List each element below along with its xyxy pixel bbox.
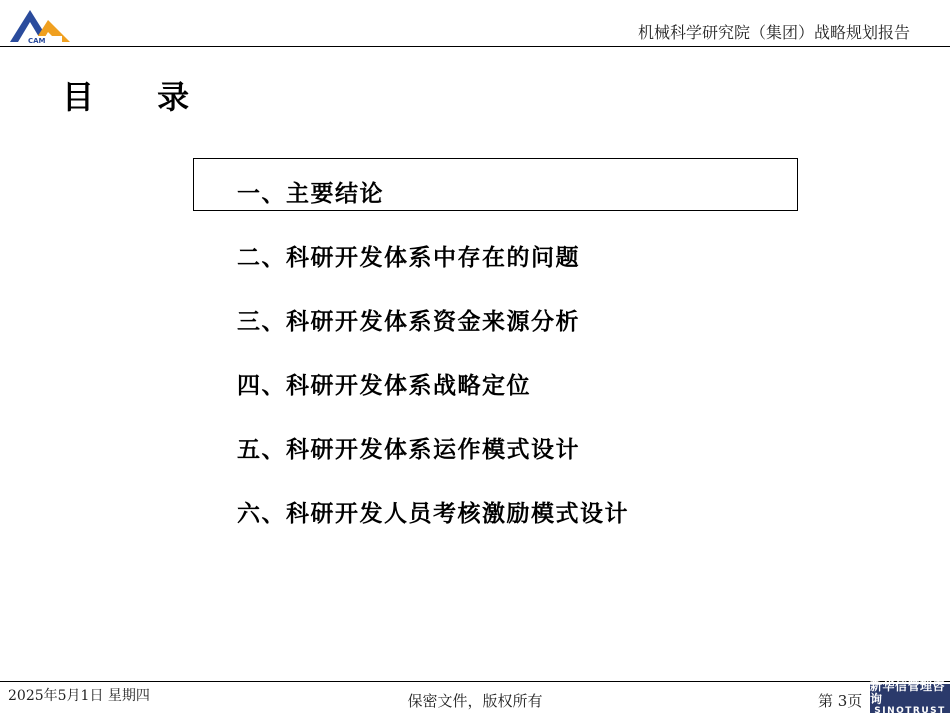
sinotrust-logo bbox=[870, 679, 950, 716]
toc-item-funding[interactable]: 三、科研开发体系资金来源分析 bbox=[237, 309, 580, 335]
company-logo bbox=[8, 6, 72, 46]
toc-item-operation-model[interactable]: 五、科研开发体系运作模式设计 bbox=[237, 437, 580, 463]
toc-item-positioning[interactable]: 四、科研开发体系战略定位 bbox=[237, 373, 531, 399]
toc-item-problems[interactable]: 二、科研开发体系中存在的问题 bbox=[237, 245, 580, 271]
toc-item-incentive-model[interactable]: 六、科研开发人员考核激励模式设计 bbox=[237, 501, 629, 527]
toc-item-conclusions[interactable]: 一、主要结论 bbox=[237, 181, 384, 207]
brand-name-cn: 新华信管理咨询 bbox=[870, 679, 946, 706]
header-divider bbox=[0, 46, 950, 47]
confidential-notice: 保密文件，版权所有 bbox=[407, 692, 543, 710]
page-title: 目 录 bbox=[62, 78, 216, 116]
footer-divider bbox=[0, 681, 950, 682]
report-title: 机械科学研究院（集团）战略规划报告 bbox=[637, 23, 910, 42]
page-number: 第 3页 bbox=[818, 692, 863, 710]
brand-name-en: SINOTRUST bbox=[874, 706, 946, 716]
footer-date: 2025年5月1日 星期四 bbox=[8, 688, 150, 704]
logo-text: CAM bbox=[28, 37, 46, 45]
